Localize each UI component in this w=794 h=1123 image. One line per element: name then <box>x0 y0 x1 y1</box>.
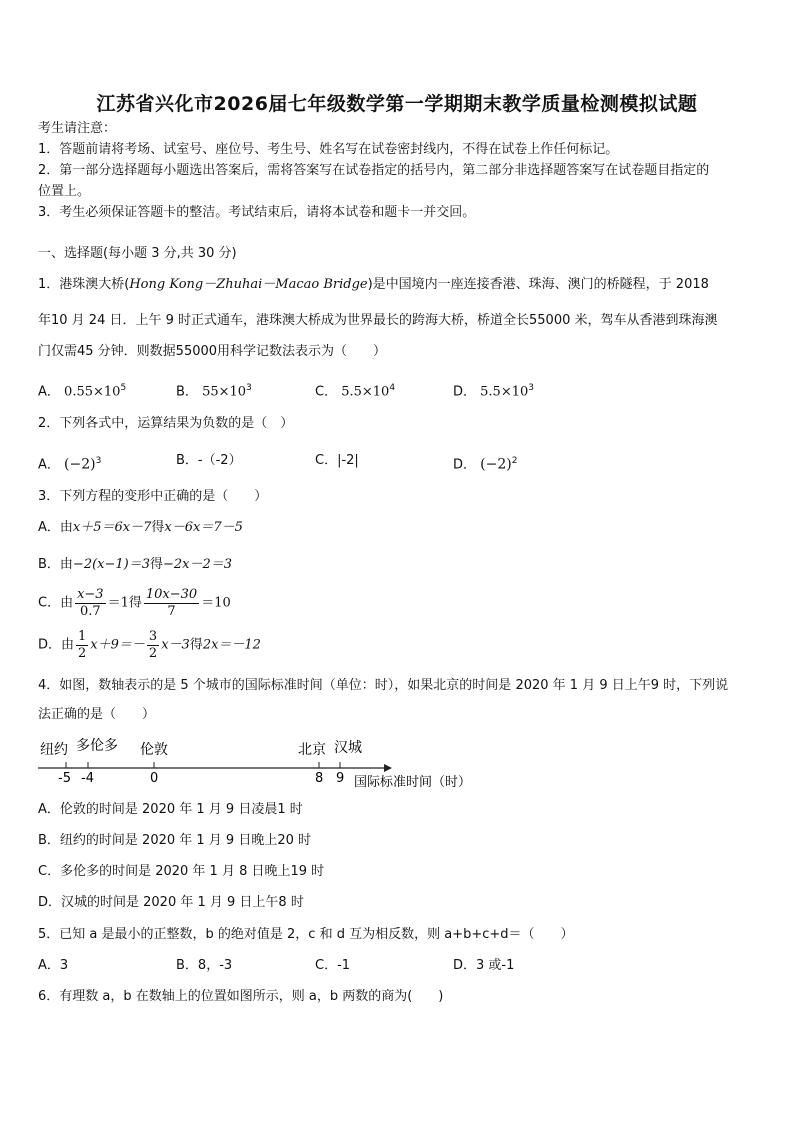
q3-stem: 3．下列方程的变形中正确的是（ ） <box>38 489 268 504</box>
tick-label: -4 <box>81 771 94 786</box>
q2-option-c[interactable]: C．|-2| <box>315 453 359 468</box>
q2-option-b[interactable]: B．-（-2） <box>176 453 242 468</box>
city-label-toronto: 多伦多 <box>76 738 118 754</box>
notice-item-3: 3．考生必须保证答题卡的整洁。考试结束后，请将本试卷和题卡一并交回。 <box>38 205 476 220</box>
page-title: 江苏省兴化市2026届七年级数学第一学期期末教学质量检测模拟试题 <box>96 93 698 115</box>
q5-option-d[interactable]: D．3 或-1 <box>453 958 515 973</box>
q5-option-a[interactable]: A．3 <box>38 958 69 973</box>
axis-label: 国际标准时间（时） <box>354 775 472 790</box>
city-label-new-york: 纽约 <box>40 742 68 758</box>
city-label-london: 伦敦 <box>140 742 168 758</box>
q1-option-a[interactable]: A． $0.55\times 10^5$ <box>38 383 127 400</box>
q1-english-name: Hong Kong－Zhuhai－Macao Bridge <box>129 277 368 292</box>
q2-stem: 2．下列各式中，运算结果为负数的是（ ） <box>38 416 294 431</box>
q2-option-d[interactable]: D． $(-2)^2$ <box>453 456 518 473</box>
tick-label: 9 <box>336 771 345 786</box>
notice-item-2: 2．第一部分选择题每小题选出答案后，需将答案写在试卷指定的括号内，第二部分非选择题答案写在试卷题目指定的 <box>38 163 710 178</box>
q5-option-b[interactable]: B．8，-3 <box>176 958 233 973</box>
q5-option-c[interactable]: C．-1 <box>315 958 351 973</box>
q1-text-b: )是中国境内一座连接香港、珠海、澳门的桥隧程，于 2018 <box>367 277 709 292</box>
city-label-beijing: 北京 <box>298 742 326 758</box>
q6-stem: 6．有理数 a，b 在数轴上的位置如图所示，则 a，b 两数的商为( ) <box>38 989 444 1004</box>
notice-item-1: 1．答题前请将考场、试室号、座位号、考生号、姓名写在试卷密封线内，不得在试卷上作任何标记。 <box>38 142 619 157</box>
q5-stem: 5．已知 a 是最小的正整数，b 的绝对值是 2，c 和 d 互为相反数，则 a+b+c+d＝（ ） <box>38 927 574 942</box>
number-line-figure <box>36 736 496 796</box>
q1-line-3: 门仅需45 分钟．则数据55000用科学记数法表示为（ ） <box>38 344 387 359</box>
q1-text-a: 1．港珠澳大桥( <box>38 277 130 292</box>
axis-arrow-icon <box>384 764 392 772</box>
number-line-svg <box>36 736 496 796</box>
q2-option-a[interactable]: A． $(-2)^3$ <box>38 456 102 473</box>
tick-label: 0 <box>150 771 159 786</box>
q4-option-b[interactable]: B．纽约的时间是 2020 年 1 月 9 日晚上20 时 <box>38 833 312 848</box>
notice-item-2-cont: 位置上。 <box>38 184 91 199</box>
q4-option-d[interactable]: D．汉城的时间是 2020 年 1 月 9 日上午8 时 <box>38 895 304 910</box>
q1-option-d[interactable]: D． $5.5\times 10^3$ <box>453 383 534 400</box>
q1-option-b[interactable]: B． $55\times 10^3$ <box>176 383 252 400</box>
q3-option-d[interactable]: D．由 $\frac{1}{2}$ x＋9＝－ $\frac{3}{2}$ x－3得2x＝－12 <box>38 629 261 661</box>
tick-label: 8 <box>315 771 324 786</box>
q3-option-c[interactable]: C．由 $\frac{x-3}{0.7}$ ＝1得 $\frac{10x-30}{7}$ ＝10 <box>38 587 231 619</box>
notice-heading: 考生请注意： <box>38 121 117 136</box>
q4-line-1: 4．如图，数轴表示的是 5 个城市的国际标准时间（单位：时），如果北京的时间是 2020 年 1 月 9 日上午9 时，下列说 <box>38 678 729 693</box>
q1-option-c[interactable]: C． $5.5\times 10^4$ <box>315 383 396 400</box>
q4-option-c[interactable]: C．多伦多的时间是 2020 年 1 月 8 日晚上19 时 <box>38 864 325 879</box>
q4-line-2: 法正确的是（ ） <box>38 707 156 722</box>
tick-label: -5 <box>58 771 71 786</box>
q3-option-a[interactable]: A．由x＋5＝6x－7得x－6x＝7－5 <box>38 520 243 535</box>
q4-option-a[interactable]: A．伦敦的时间是 2020 年 1 月 9 日凌晨1 时 <box>38 802 303 817</box>
q1-line-1 <box>38 276 709 294</box>
q1-line-2: 年10 月 24 日．上午 9 时正式通车，港珠澳大桥成为世界最长的跨海大桥，桥道全长55000 米，驾车从香港到珠海澳 <box>38 313 718 328</box>
section-heading: 一、选择题(每小题 3 分,共 30 分) <box>38 246 237 261</box>
q3-option-b[interactable]: B．由−2(x−1)＝3得−2x－2＝3 <box>38 557 233 572</box>
city-label-seoul: 汉城 <box>334 740 362 756</box>
